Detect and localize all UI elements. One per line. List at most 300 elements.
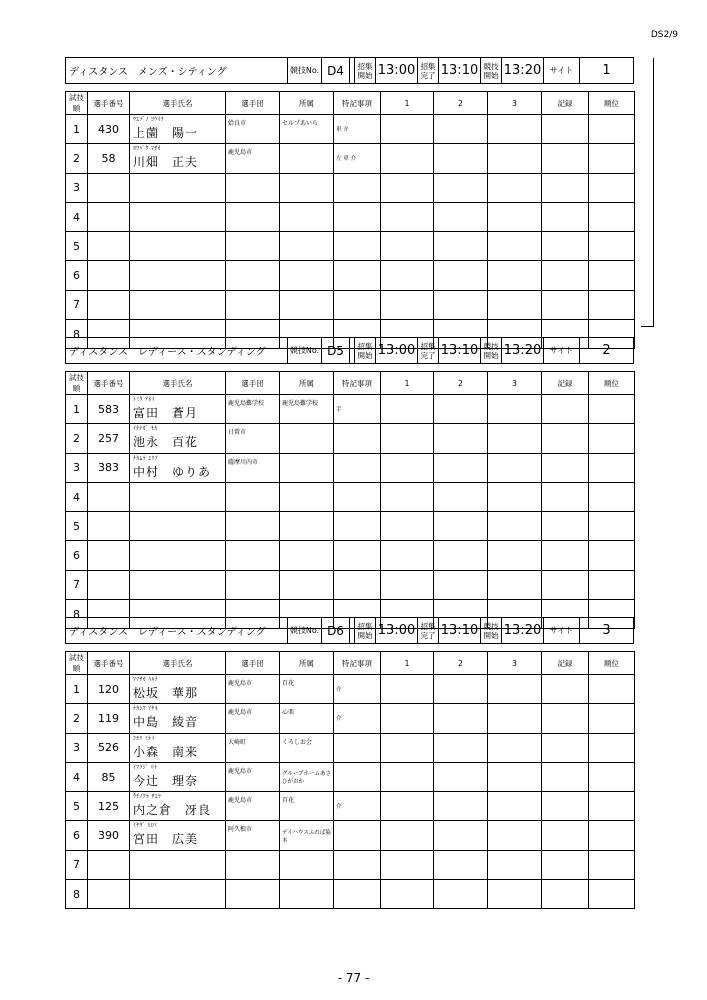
athlete-name-cell (130, 821, 226, 850)
column-header: 記録 (542, 372, 589, 395)
trial-3-cell (488, 424, 542, 453)
trial-3-cell (488, 453, 542, 482)
bib-cell (88, 232, 130, 261)
name-kana: ｶﾜﾊﾞﾀ ﾏｻｵ (133, 146, 161, 153)
table-header-row (66, 652, 635, 675)
name-kanji: 今辻 理奈 (133, 773, 199, 788)
team-cell: 姶良市 (226, 115, 280, 144)
affiliation-cell (280, 453, 334, 482)
team-cell (226, 202, 280, 231)
athlete-name-cell (130, 570, 226, 599)
trial-1-cell (381, 704, 434, 733)
entry-table (65, 371, 635, 629)
athlete-name-cell (130, 261, 226, 290)
column-header: 試技順 (66, 372, 88, 395)
rank-cell (589, 173, 635, 202)
team-cell: 薩摩川内市 (226, 453, 280, 482)
bib-cell: 120 (88, 675, 130, 704)
trial-2-cell (434, 202, 488, 231)
trial-2-cell (434, 570, 488, 599)
team-cell (226, 541, 280, 570)
rank-cell (589, 482, 635, 511)
athlete-name-cell (130, 424, 226, 453)
team-cell: 鹿児島市 (226, 675, 280, 704)
trial-1-cell (381, 424, 434, 453)
team-cell (226, 232, 280, 261)
trial-3-cell (488, 115, 542, 144)
bib-cell (88, 290, 130, 319)
order-cell: 8 (66, 320, 88, 349)
page-id: DS2/9 (650, 30, 678, 40)
rank-cell (589, 675, 635, 704)
rank-cell (589, 424, 635, 453)
bib-cell (88, 482, 130, 511)
trial-3-cell (488, 290, 542, 319)
bib-cell: 257 (88, 424, 130, 453)
name-kanji: 中島 綾音 (133, 715, 199, 730)
name-kanji: 中村 ゆりあ (133, 464, 212, 479)
affiliation-cell: 鹿児島難学校 (280, 395, 334, 424)
trial-2-cell (434, 424, 488, 453)
trial-2-cell (434, 704, 488, 733)
team-cell: 鹿児島難学校 (226, 395, 280, 424)
affiliation-cell (280, 570, 334, 599)
bib-cell: 58 (88, 144, 130, 173)
trial-2-cell (434, 261, 488, 290)
column-header: 順位 (589, 372, 635, 395)
table-row (66, 541, 635, 570)
table-row (66, 821, 635, 850)
comp-start-label: 競技 開始 (481, 58, 502, 83)
call-start-label: 招集 開始 (355, 58, 376, 83)
trial-3-cell (488, 762, 542, 791)
record-cell (542, 821, 589, 850)
affiliation-cell (280, 541, 334, 570)
team-cell: 鹿児島市 (226, 144, 280, 173)
table-row (66, 290, 635, 319)
trial-2-cell (434, 453, 488, 482)
record-cell (542, 261, 589, 290)
trial-3-cell (488, 880, 542, 909)
team-cell (226, 290, 280, 319)
record-cell (542, 232, 589, 261)
rank-cell (589, 453, 635, 482)
column-header: 選手団 (226, 652, 280, 675)
bib-cell: 125 (88, 792, 130, 821)
order-cell: 5 (66, 792, 88, 821)
event-header (65, 617, 634, 644)
rank-cell (589, 570, 635, 599)
column-header: 選手団 (226, 92, 280, 115)
column-header: 記録 (542, 92, 589, 115)
trial-1-cell (381, 202, 434, 231)
trial-3-cell (488, 675, 542, 704)
bib-cell (88, 261, 130, 290)
trial-3-cell (488, 512, 542, 541)
record-cell (542, 395, 589, 424)
call-end-time: 13:10 (439, 58, 481, 83)
event-section (65, 57, 634, 341)
affiliation-cell: くろしお会 (280, 733, 334, 762)
event-no-label: 競技No. (288, 58, 322, 83)
trial-3-cell (488, 570, 542, 599)
record-cell (542, 762, 589, 791)
name-kanji: 上薗 陽一 (133, 126, 199, 140)
order-cell: 2 (66, 144, 88, 173)
affiliation-cell (280, 290, 334, 319)
trial-1-cell (381, 144, 434, 173)
bib-cell (88, 541, 130, 570)
athlete-name-cell (130, 675, 226, 704)
athlete-name-cell (130, 290, 226, 319)
rank-cell (589, 704, 635, 733)
order-cell: 8 (66, 880, 88, 909)
athlete-name-cell (130, 453, 226, 482)
team-cell (226, 261, 280, 290)
table-row (66, 675, 635, 704)
name-kanji: 宮田 広美 (133, 832, 199, 847)
note-cell: 手 (334, 395, 381, 424)
affiliation-cell (280, 202, 334, 231)
column-header: 選手番号 (88, 652, 130, 675)
table-row (66, 453, 635, 482)
call-start-label: 招集 開始 (355, 338, 376, 363)
event-no-label: 競技No. (288, 618, 322, 643)
trial-3-cell (488, 541, 542, 570)
table-row (66, 512, 635, 541)
trial-2-cell (434, 792, 488, 821)
athlete-name-cell (130, 115, 226, 144)
event-section (65, 337, 634, 621)
event-code: D5 (322, 338, 350, 363)
table-row (66, 880, 635, 909)
column-header: 3 (488, 652, 542, 675)
note-cell (334, 424, 381, 453)
rank-cell (589, 144, 635, 173)
athlete-name-cell (130, 704, 226, 733)
comp-start-time: 13:20 (502, 618, 544, 643)
table-row (66, 762, 635, 791)
event-section (65, 617, 634, 901)
athlete-name-cell (130, 512, 226, 541)
name-kanji: 池永 百花 (133, 435, 199, 450)
athlete-name-cell (130, 792, 226, 821)
call-start-time: 13:00 (376, 58, 418, 83)
affiliation-cell (280, 261, 334, 290)
note-cell: 介 (334, 792, 381, 821)
name-kana: ｳｴｿﾞﾉ ﾖｳｲﾁ (133, 117, 164, 123)
record-cell (542, 792, 589, 821)
column-header: 特記事項 (334, 652, 381, 675)
note-cell (334, 762, 381, 791)
team-cell (226, 850, 280, 879)
record-cell (542, 290, 589, 319)
site-label: サイト (544, 618, 580, 643)
call-start-label: 招集 開始 (355, 618, 376, 643)
name-kanji: 富田 蒼月 (133, 406, 199, 420)
affiliation-cell: グループホームあさひがおか (280, 762, 334, 791)
comp-start-label: 競技 開始 (481, 338, 502, 363)
note-cell (334, 202, 381, 231)
team-cell: 鹿児島市 (226, 704, 280, 733)
column-header: 選手番号 (88, 372, 130, 395)
column-header: 所属 (280, 372, 334, 395)
order-cell: 3 (66, 733, 88, 762)
record-cell (542, 675, 589, 704)
affiliation-cell (280, 880, 334, 909)
column-header: 2 (434, 652, 488, 675)
trial-3-cell (488, 733, 542, 762)
column-header: 選手団 (226, 372, 280, 395)
trial-3-cell (488, 173, 542, 202)
order-cell: 7 (66, 290, 88, 319)
affiliation-cell (280, 232, 334, 261)
bib-cell: 383 (88, 453, 130, 482)
name-kana: ｺﾓﾘ ﾐﾅｲ (133, 735, 155, 742)
event-title: ディスタンス メンズ・シティング (66, 58, 288, 83)
bib-cell (88, 570, 130, 599)
table-row (66, 115, 635, 144)
note-cell: 介 (334, 704, 381, 733)
column-header: 特記事項 (334, 92, 381, 115)
athlete-name-cell (130, 173, 226, 202)
column-header: 2 (434, 92, 488, 115)
site-label: サイト (544, 338, 580, 363)
trial-3-cell (488, 482, 542, 511)
name-kanji: 松坂 華那 (133, 686, 199, 700)
order-cell: 6 (66, 541, 88, 570)
column-header: 所属 (280, 652, 334, 675)
trial-2-cell (434, 675, 488, 704)
column-header: 試技順 (66, 92, 88, 115)
trial-3-cell (488, 792, 542, 821)
athlete-name-cell (130, 762, 226, 791)
team-cell (226, 173, 280, 202)
record-cell (542, 115, 589, 144)
table-row (66, 704, 635, 733)
table-row (66, 395, 635, 424)
table-row (66, 850, 635, 879)
record-cell (542, 482, 589, 511)
bib-cell: 85 (88, 762, 130, 791)
column-header: 1 (381, 372, 434, 395)
trial-1-cell (381, 733, 434, 762)
column-header: 所属 (280, 92, 334, 115)
trial-2-cell (434, 290, 488, 319)
rank-cell (589, 541, 635, 570)
call-end-label: 招集 完了 (418, 58, 439, 83)
note-cell (334, 850, 381, 879)
column-header: 3 (488, 92, 542, 115)
column-header: 順位 (589, 652, 635, 675)
note-cell (334, 570, 381, 599)
trial-1-cell (381, 512, 434, 541)
team-cell (226, 570, 280, 599)
bracket-line (641, 58, 654, 327)
call-end-label: 招集 完了 (418, 618, 439, 643)
event-title: ディスタンス レディース・スタンディング (66, 618, 288, 643)
team-cell: 鹿児島市 (226, 792, 280, 821)
bib-cell (88, 880, 130, 909)
order-cell: 7 (66, 570, 88, 599)
record-cell (542, 424, 589, 453)
column-header: 選手氏名 (130, 92, 226, 115)
bib-cell: 430 (88, 115, 130, 144)
bib-cell (88, 850, 130, 879)
name-kana: ﾅｶｼﾏ ｱﾔﾈ (133, 706, 158, 713)
name-kana: ｲﾏﾂｼﾞ ﾘﾅ (133, 764, 158, 771)
table-row (66, 424, 635, 453)
table-row (66, 144, 635, 173)
note-cell (334, 512, 381, 541)
trial-2-cell (434, 880, 488, 909)
athlete-name-cell (130, 232, 226, 261)
event-code: D6 (322, 618, 350, 643)
trial-1-cell (381, 675, 434, 704)
order-cell: 5 (66, 512, 88, 541)
bib-cell: 119 (88, 704, 130, 733)
table-row (66, 570, 635, 599)
trial-2-cell (434, 821, 488, 850)
trial-1-cell (381, 570, 434, 599)
trial-2-cell (434, 173, 488, 202)
record-cell (542, 850, 589, 879)
athlete-name-cell (130, 880, 226, 909)
athlete-name-cell (130, 202, 226, 231)
table-header-row (66, 92, 635, 115)
event-code: D4 (322, 58, 350, 83)
order-cell: 2 (66, 704, 88, 733)
note-cell (334, 290, 381, 319)
trial-1-cell (381, 395, 434, 424)
rank-cell (589, 512, 635, 541)
record-cell (542, 512, 589, 541)
trial-3-cell (488, 821, 542, 850)
athlete-name-cell (130, 144, 226, 173)
order-cell: 3 (66, 173, 88, 202)
record-cell (542, 570, 589, 599)
column-header: 試技順 (66, 652, 88, 675)
affiliation-cell: 百花 (280, 792, 334, 821)
bib-cell: 583 (88, 395, 130, 424)
call-start-time: 13:00 (376, 618, 418, 643)
order-cell: 4 (66, 482, 88, 511)
note-cell (334, 261, 381, 290)
trial-1-cell (381, 232, 434, 261)
trial-1-cell (381, 821, 434, 850)
trial-3-cell (488, 704, 542, 733)
record-cell (542, 173, 589, 202)
record-cell (542, 453, 589, 482)
affiliation-cell (280, 512, 334, 541)
entry-table (65, 651, 635, 909)
team-cell: 大崎町 (226, 733, 280, 762)
affiliation-cell: 百花 (280, 675, 334, 704)
note-cell (334, 733, 381, 762)
rank-cell (589, 850, 635, 879)
trial-2-cell (434, 850, 488, 879)
note-cell (334, 232, 381, 261)
comp-start-time: 13:20 (502, 338, 544, 363)
name-kana: ｲｹﾅｶﾞ ﾓｶ (133, 426, 158, 433)
trial-1-cell (381, 173, 434, 202)
rank-cell (589, 733, 635, 762)
rank-cell (589, 232, 635, 261)
name-kana: ﾐﾔﾀﾞ ﾋﾛﾐ (133, 823, 158, 830)
note-cell (334, 453, 381, 482)
rank-cell (589, 261, 635, 290)
record-cell (542, 202, 589, 231)
affiliation-cell (280, 424, 334, 453)
rank-cell (589, 115, 635, 144)
comp-start-time: 13:20 (502, 58, 544, 83)
event-header (65, 57, 634, 84)
trial-1-cell (381, 290, 434, 319)
page-footer: - 77 - (337, 971, 370, 985)
trial-1-cell (381, 453, 434, 482)
team-cell: 日置市 (226, 424, 280, 453)
affiliation-cell (280, 482, 334, 511)
team-cell: 鹿児島市 (226, 762, 280, 791)
column-header: 1 (381, 652, 434, 675)
note-cell (334, 541, 381, 570)
team-cell (226, 482, 280, 511)
trial-1-cell (381, 792, 434, 821)
bib-cell (88, 202, 130, 231)
note-cell: 介 (334, 675, 381, 704)
order-cell: 1 (66, 395, 88, 424)
call-start-time: 13:00 (376, 338, 418, 363)
note-cell (334, 880, 381, 909)
order-cell: 2 (66, 424, 88, 453)
rank-cell (589, 395, 635, 424)
order-cell: 8 (66, 600, 88, 629)
site-number: 3 (602, 623, 611, 638)
affiliation-cell (280, 850, 334, 879)
order-cell: 3 (66, 453, 88, 482)
order-cell: 1 (66, 115, 88, 144)
comp-start-label: 競技 開始 (481, 618, 502, 643)
team-cell (226, 880, 280, 909)
rank-cell (589, 290, 635, 319)
trial-2-cell (434, 482, 488, 511)
athlete-name-cell (130, 850, 226, 879)
record-cell (542, 144, 589, 173)
column-header: 選手番号 (88, 92, 130, 115)
athlete-name-cell (130, 733, 226, 762)
order-cell: 7 (66, 850, 88, 879)
athlete-name-cell (130, 541, 226, 570)
call-end-time: 13:10 (439, 338, 481, 363)
team-cell: 阿久根市 (226, 821, 280, 850)
order-cell: 6 (66, 821, 88, 850)
trial-2-cell (434, 395, 488, 424)
note-cell (334, 173, 381, 202)
trial-1-cell (381, 482, 434, 511)
affiliation-cell: デイハウスふれば脇本 (280, 821, 334, 850)
trial-3-cell (488, 395, 542, 424)
site-number: 1 (602, 63, 611, 78)
order-cell: 5 (66, 232, 88, 261)
team-cell (226, 512, 280, 541)
record-cell (542, 541, 589, 570)
trial-2-cell (434, 762, 488, 791)
note-cell: 車 介 (334, 115, 381, 144)
event-header (65, 337, 634, 364)
bib-cell: 526 (88, 733, 130, 762)
bib-cell: 390 (88, 821, 130, 850)
name-kanji: 内之倉 冴良 (133, 803, 212, 818)
